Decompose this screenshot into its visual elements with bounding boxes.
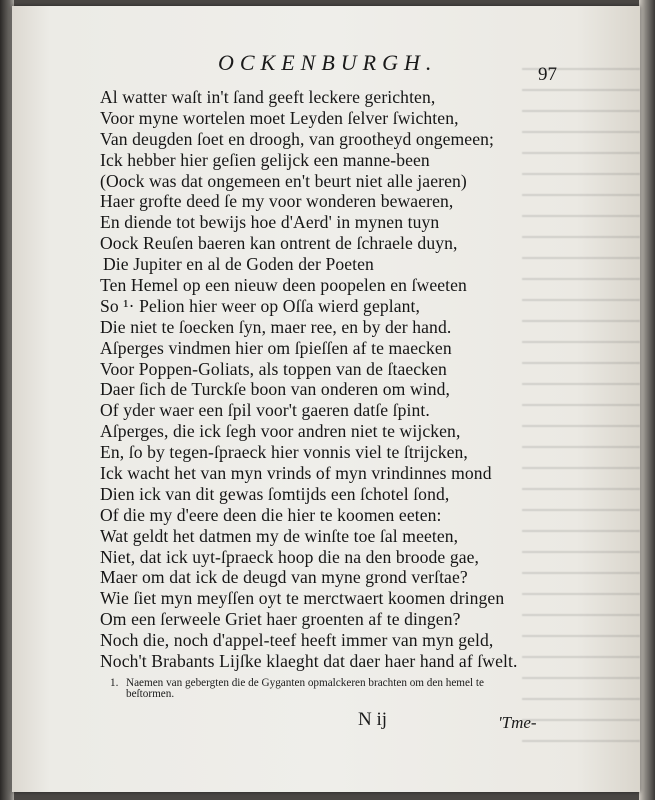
verse-line: Niet, dat ick uyt-ſpraeck hoop die na den broode gae,: [100, 546, 480, 567]
verse-line: Die Jupiter en al de Goden der Poeten: [103, 254, 374, 275]
verse-line: Daer ſich de Turckſe boon van onderen om wind,: [100, 379, 451, 400]
verse-line: Voor myne wortelen moet Leyden ſelver ſwichten,: [100, 107, 459, 128]
verse-line: So ¹· Pelion hier weer op Oſſa wierd geplant,: [100, 295, 421, 316]
verse-line: Aſperges vindmen hier om ſpieſſen af te maecken: [100, 337, 452, 358]
page-header: [12, 46, 640, 85]
verse-line: Of yder waer een ſpil voor't gaeren datſe ſpint.: [100, 400, 430, 421]
verse-line: Maer om dat ick de deugd van myne grond verſtae?: [100, 567, 468, 588]
verse-line: Ick hebber hier geſien gelijck een manne-been: [100, 149, 430, 170]
footnote: [110, 678, 550, 700]
verse-line: Noch't Brabants Lijſke klaeght dat daer haer hand af ſwelt.: [100, 651, 518, 672]
verse-line: Van deugden ſoet en droogh, van grootheyd ongemeen;: [100, 128, 495, 149]
footnote-number: 1.: [110, 677, 119, 689]
verse-line: Aſperges, die ick ſegh voor andren niet te wijcken,: [100, 421, 461, 442]
verse-text: [100, 87, 630, 672]
verse-line: Wat geldt het datmen my de winſte toe ſal meeten,: [100, 525, 459, 546]
verse-line: Oock Reuſen baeren kan ontrent de ſchraele duyn,: [100, 233, 458, 254]
footnote-line: beſtormen.: [126, 688, 175, 700]
verse-line: Noch die, noch d'appel-teef heeft immer van myn geld,: [100, 630, 494, 651]
book-page: [12, 6, 640, 792]
verse-line: Of die my d'eere deen die hier te koomen eeten:: [100, 504, 442, 525]
verse-line: Ick wacht het van myn vrinds of myn vrindinnes mond: [100, 463, 492, 484]
scan-right-edge: [639, 0, 655, 800]
verse-line: Die niet te ſoecken ſyn, maer ree, en by der hand.: [100, 316, 452, 337]
verse-line: En, ſo by tegen-ſpraeck hier vonnis viel te ſtrijcken,: [100, 442, 468, 463]
verse-line: Voor Poppen-Goliats, als toppen van de ſtaecken: [100, 358, 447, 379]
verse-line: (Oock was dat ongemeen en't beurt niet alle jaeren): [100, 170, 467, 191]
footnote-line: Naemen van gebergten die de Gyganten opmalckeren brachten om den hemel te: [126, 677, 484, 689]
signature-mark: N ij: [358, 709, 388, 730]
page-number: 97: [538, 64, 557, 85]
verse-line: Om een ſerweele Griet haer groenten af te dingen?: [100, 609, 461, 630]
verse-line: Ten Hemel op een nieuw deen poopelen en ſweeten: [100, 275, 467, 296]
verse-line: Haer grofte deed ſe my voor wonderen bewaeren,: [100, 191, 454, 212]
verse-line: Al watter waſt in't ſand geeft leckere gerichten,: [100, 87, 436, 107]
catchword: 'Tme-: [498, 713, 537, 732]
running-head: OCKENBURGH.: [218, 50, 438, 75]
verse-line: En diende tot bewijs hoe d'Aerd' in mynen tuyn: [100, 212, 440, 233]
verse-line: Wie ſiet myn meyſſen oyt te merctwaert koomen dringen: [100, 588, 505, 609]
verse-line: Dien ick van dit gewas ſomtijds een ſchotel ſond,: [100, 483, 450, 504]
